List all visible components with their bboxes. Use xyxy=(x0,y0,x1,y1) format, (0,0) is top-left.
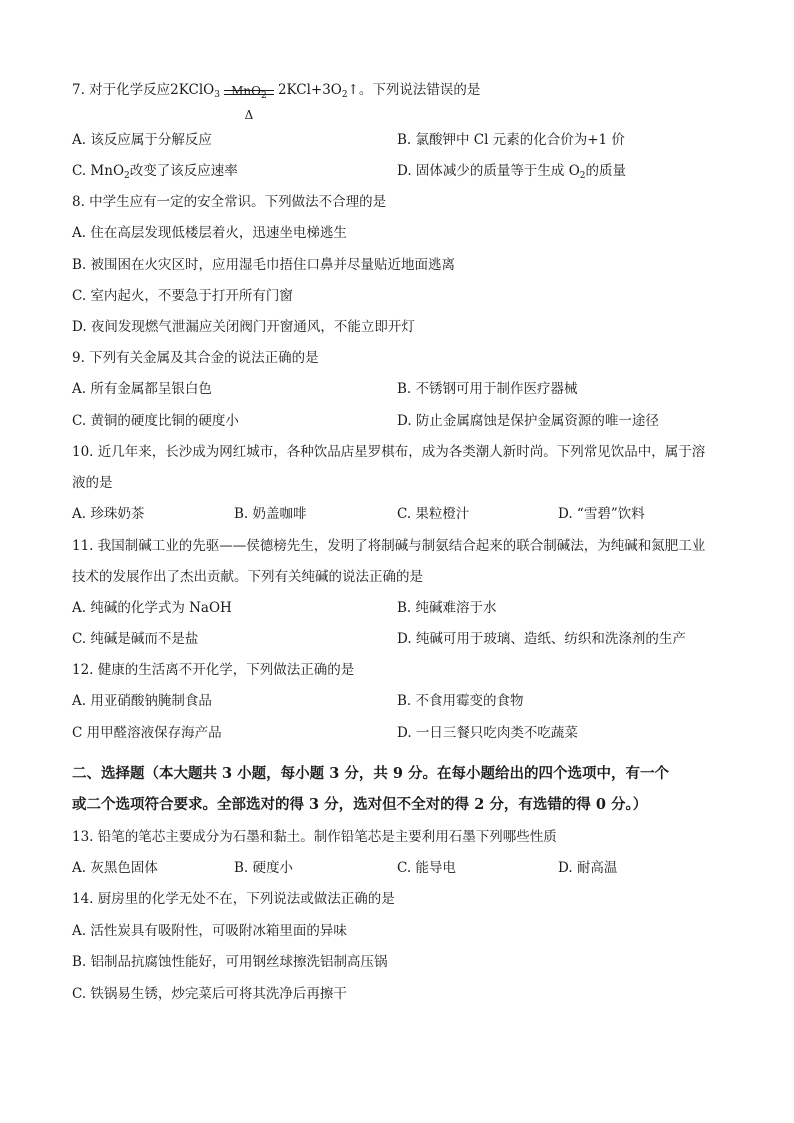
q8-stem: 8. 中学生应有一定的安全常识。下列做法不合理的是 xyxy=(72,194,387,210)
q9-option-a: A. 所有金属都呈银白色 xyxy=(72,381,212,397)
q10-option-c: C. 果粒橙汁 xyxy=(397,506,470,522)
q9-stem: 9. 下列有关金属及其合金的说法正确的是 xyxy=(72,350,319,366)
q8-option-a: A. 住在高层发现低楼层着火，迅速坐电梯逃生 xyxy=(72,225,347,241)
q10-stem-line2: 液的是 xyxy=(72,475,113,491)
section2-heading-line2: 或二个选项符合要求。全部选对的得 3 分，选对但不全对的得 2 分，有选错的得 0 分。） xyxy=(72,796,648,813)
q11-option-b: B. 纯碱难溶于水 xyxy=(397,600,497,616)
q12-stem: 12. 健康的生活离不开化学，下列做法正确的是 xyxy=(72,662,355,678)
q8-option-d: D. 夜间发现燃气泄漏应关闭阀门开窗通风，不能立即开灯 xyxy=(72,319,415,335)
q11-option-d: D. 纯碱可用于玻璃、造纸、纺织和洗涤剂的生产 xyxy=(397,631,686,647)
q14-option-c: C. 铁锅易生锈，炒完菜后可将其洗净后再擦干 xyxy=(72,986,347,1002)
q11-option-c: C. 纯碱是碱而不是盐 xyxy=(72,631,199,647)
q10-stem-line1: 10. 近几年来，长沙成为网红城市，各种饮品店星罗棋布，成为各类潮人新时尚。下列常见饮品中，属于溶 xyxy=(72,444,706,460)
q14-option-a: A. 活性炭具有吸附性，可吸附冰箱里面的异味 xyxy=(72,923,347,939)
section2-heading-line1: 二、选择题（本大题共 3 小题，每小题 3 分，共 9 分。在每小题给出的四个选项中，有一个 xyxy=(72,765,670,782)
q12-option-c: C 用甲醛溶液保存海产品 xyxy=(72,725,222,741)
q8-option-b: B. 被围困在火灾区时，应用湿毛巾捂住口鼻并尽量贴近地面逃离 xyxy=(72,257,456,273)
q11-option-a: A. 纯碱的化学式为 NaOH xyxy=(72,600,232,616)
q12-option-b: B. 不食用霉变的食物 xyxy=(397,693,524,709)
q12-option-d: D. 一日三餐只吃肉类不吃蔬菜 xyxy=(397,725,578,741)
q9-option-b: B. 不锈钢可用于制作医疗器械 xyxy=(397,381,578,397)
q13-option-c: C. 能导电 xyxy=(397,860,456,876)
q14-option-b: B. 铝制品抗腐蚀性能好，可用钢丝球擦洗铝制高压锅 xyxy=(72,954,388,970)
gas-arrow-icon: ↑ xyxy=(347,82,359,98)
q7-option-d: D. 固体减少的质量等于生成 $O_2$的质量 xyxy=(397,163,627,181)
reaction-condition-arrow: MnO$_2$ Δ xyxy=(222,71,276,111)
q13-option-b: B. 硬度小 xyxy=(234,860,294,876)
q11-stem-line1: 11. 我国制碱工业的先驱——侯德榜先生，发明了将制碱与制氨结合起来的联合制碱法，为纯碱和氮肥工业 xyxy=(72,538,706,554)
q11-stem-line2: 技术的发展作出了杰出贡献。下列有关纯碱的说法正确的是 xyxy=(72,569,423,585)
q10-option-b: B. 奶盖咖啡 xyxy=(234,506,307,522)
q13-stem: 13. 铅笔的笔芯主要成分为石墨和黏土。制作铅笔芯是主要利用石墨下列哪些性质 xyxy=(72,829,557,845)
q10-option-d: D. “雪碧”饮料 xyxy=(558,506,645,522)
q7-option-b: B. 氯酸钾中 Cl 元素的化合价为+1 价 xyxy=(397,132,625,148)
q7-reactant: 2KClO$_3$ xyxy=(170,82,220,100)
q8-option-c: C. 室内起火，不要急于打开所有门窗 xyxy=(72,288,293,304)
q7-option-a: A. 该反应属于分解反应 xyxy=(72,132,212,148)
q13-option-a: A. 灰黑色固体 xyxy=(72,860,158,876)
q12-option-a: A. 用亚硝酸钠腌制食品 xyxy=(72,693,212,709)
q10-option-a: A. 珍珠奶茶 xyxy=(72,506,145,522)
q7-option-c: C. MnO$_2$改变了该反应速率 xyxy=(72,163,238,181)
q7-stem: 7. 对于化学反应2KClO$_3$ MnO$_2$ Δ $2KCl+3O_2↑$。下列说法错误的是 xyxy=(72,70,480,115)
q9-option-c: C. 黄铜的硬度比铜的硬度小 xyxy=(72,413,239,429)
q7-product: $2KCl+3O_2$ xyxy=(277,82,348,100)
q9-option-d: D. 防止金属腐蚀是保护金属资源的唯一途径 xyxy=(397,413,659,429)
q13-option-d: D. 耐高温 xyxy=(558,860,618,876)
q14-stem: 14. 厨房里的化学无处不在，下列说法或做法正确的是 xyxy=(72,891,395,907)
